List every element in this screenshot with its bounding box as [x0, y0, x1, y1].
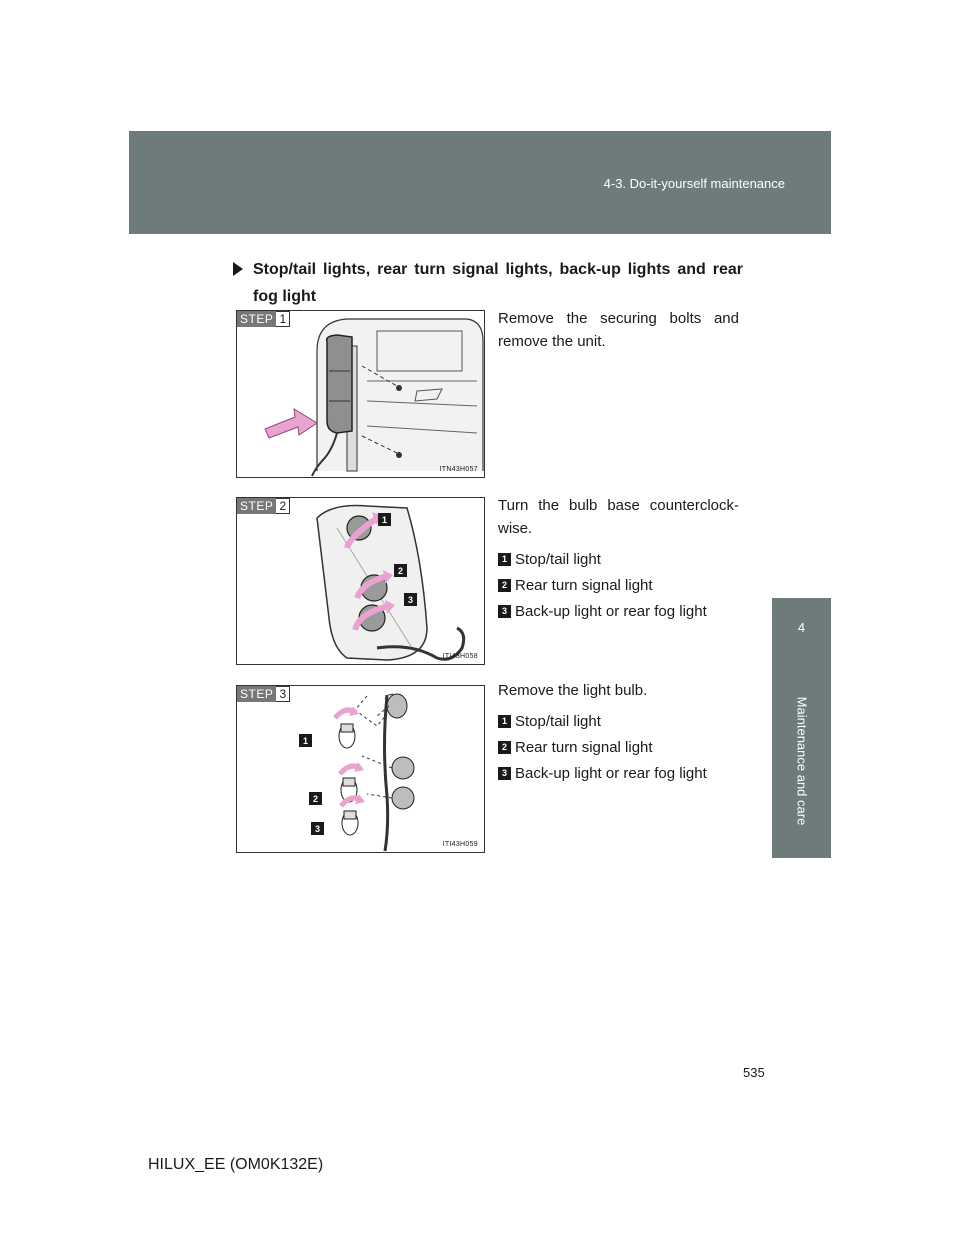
chapter-tab [772, 664, 831, 858]
header-bar [129, 131, 831, 234]
step-badge [237, 311, 290, 327]
list-item [498, 574, 739, 597]
list-item [498, 710, 739, 733]
chapter-tab-label: Maintenance and care [794, 696, 809, 826]
chapter-tab-number: 4 [772, 598, 831, 664]
step-3-description [498, 679, 739, 788]
figure-code: ITI43H059 [442, 841, 478, 848]
item-number: 2 [498, 579, 511, 592]
list-item [498, 736, 739, 759]
footer-manual-code: HILUX_EE (OM0K132E) [148, 1156, 324, 1173]
list-item [498, 600, 739, 623]
item-number: 3 [498, 767, 511, 780]
tail-light-removal-illustration [237, 311, 484, 477]
item-number: 3 [498, 605, 511, 618]
step-number: 3 [276, 686, 290, 702]
item-number: 2 [498, 741, 511, 754]
step-1-figure [236, 310, 485, 478]
item-number: 1 [498, 553, 511, 566]
step-number: 1 [276, 311, 290, 327]
light-bulb-removal-illustration [237, 686, 484, 852]
step-text: Remove the securing bolts and remove the unit. [498, 310, 739, 350]
section-title [233, 256, 743, 310]
step-badge [237, 498, 290, 514]
list-item [498, 762, 739, 785]
svg-text:1: 1 [302, 736, 309, 746]
step-text: Turn the bulb base counterclock-wise. [498, 497, 739, 537]
item-label: Back-up light or rear fog light [515, 765, 707, 782]
svg-text:1: 1 [381, 515, 388, 525]
header-section-title: 4-3. Do-it-yourself maintenance [603, 176, 785, 191]
list-item [498, 548, 739, 571]
item-label: Stop/tail light [515, 713, 601, 730]
step-label: STEP [237, 498, 276, 514]
svg-text:2: 2 [312, 794, 319, 804]
section-title-text: Stop/tail lights, rear turn signal lights, back-up lights and rear fog light [253, 261, 743, 305]
step-3-figure [236, 685, 485, 853]
step-1-description [498, 307, 739, 361]
item-label: Rear turn signal light [515, 577, 653, 594]
item-label: Stop/tail light [515, 551, 601, 568]
step-label: STEP [237, 686, 276, 702]
step-2-figure [236, 497, 485, 665]
triangle-bullet-icon [233, 262, 243, 276]
step-2-description [498, 494, 739, 626]
figure-code: ITN43H057 [439, 466, 478, 473]
bulb-base-turn-illustration [237, 498, 484, 664]
step-label: STEP [237, 311, 276, 327]
step-badge [237, 686, 290, 702]
svg-text:3: 3 [407, 595, 414, 605]
page-number: 535 [743, 1065, 765, 1080]
step-text: Remove the light bulb. [498, 682, 648, 699]
item-label: Back-up light or rear fog light [515, 603, 707, 620]
item-label: Rear turn signal light [515, 739, 653, 756]
svg-text:2: 2 [397, 566, 404, 576]
step-number: 2 [276, 498, 290, 514]
svg-text:3: 3 [314, 824, 321, 834]
item-number: 1 [498, 715, 511, 728]
figure-code: ITI43H058 [442, 653, 478, 660]
